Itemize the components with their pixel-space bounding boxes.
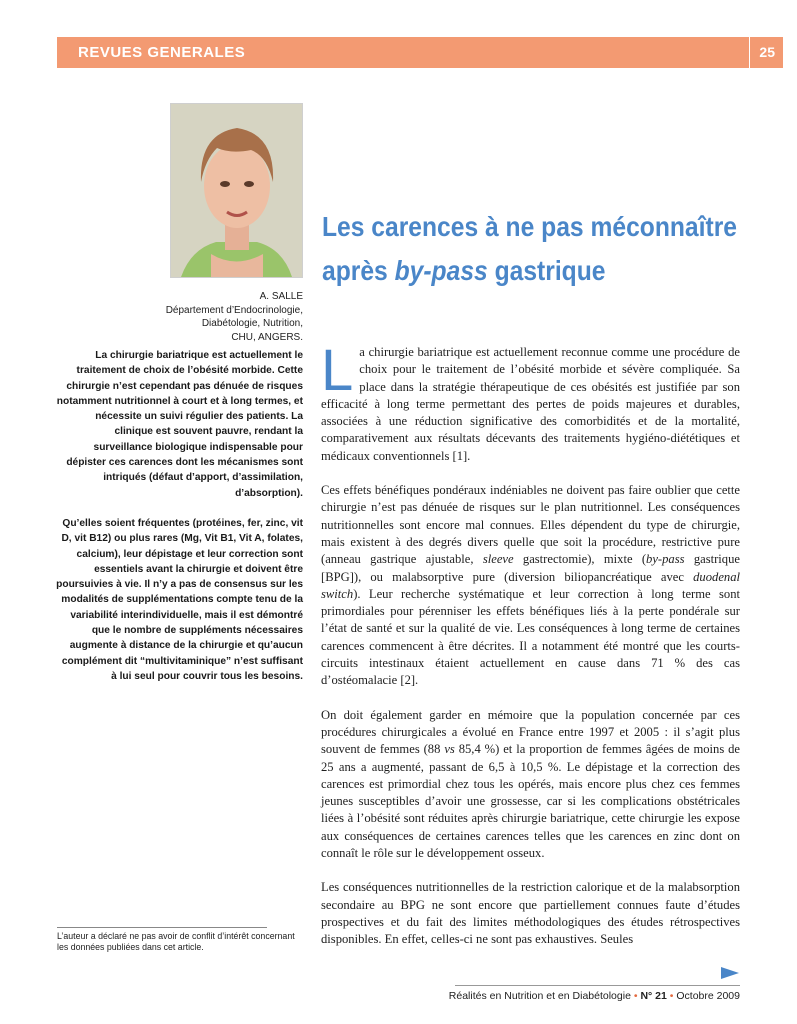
italic-term: sleeve	[482, 552, 514, 567]
paragraph-text: 85,4 %) et la proportion de femmes âgées de moins de 25 ans a augmenté, passant de 6,5 à 10,5 %. Le dépistage et la correction des carences est primordial chez tous les opérés, mais encore plus chez ces femmes jeunes susceptibles d’avoir une grossesse, car si les complications obstétricales liées à l’obésité sont réduites après chirurgie bariatrique, cette chirurgie les expose aux conséquences de certaines carences telles que les carences en zinc dont on connaît le rôle sur le développement osseux.	[321, 742, 741, 861]
author-affiliation-line-1: Département d’Endocrinologie,	[165, 304, 303, 316]
author-affiliation-line-3: CHU, ANGERS.	[231, 331, 303, 343]
conflict-of-interest-footnote: L’auteur a déclaré ne pas avoir de conflit d’intérêt concernant les données publiées dans cet article.	[57, 931, 295, 952]
italic-term: vs	[444, 742, 455, 757]
title-line-1: Les carences à ne pas méconnaître	[322, 211, 737, 242]
paragraph-text: gastrique [BPG]), ou malabsorptive pure (diversion biliopancréatique avec	[321, 552, 740, 584]
article-body	[321, 338, 741, 966]
paragraph-text: gastrectomie), mixte (	[513, 552, 647, 567]
body-paragraph-4: Les conséquences nutritionnelles de la restriction calorique et de la malabsorption secondaire au BPG ne sont encore que partiellement connues faute d’études prospectives et du fait des limites méthodologiques des études rétrospectives disponibles. En effet, celles-ci ne sont pas exhaustives. Seules	[321, 880, 740, 947]
paragraph-text: a chirurgie bariatrique est actuellement reconnue comme une procédure de choix pour le traitement de l’obésité morbide et sévère compliquée. Sa place dans la stratégie thérapeutique de ces obésités est justifiée par son efficacité à long terme permettant des pertes de poids majeures et durables, associées à une réduction significative des comorbidités et de la mortalité, comparativement aux résultats décevants des traitements hygiéno-diététiques et médicaux conventionnels [1].	[321, 345, 740, 463]
paragraph-text: ). Leur recherche systématique et leur correction à long terme sont primordiales pour pérenniser les effets bénéfiques liés à la perte pondérale sur l’état de santé et sur la qualité de vie. Les conséquences à long terme de certaines carences commencent à être décrites. Il a notamment été montré que les courts-circuits intestinaux étaient actuellement en cause dans 71 % des cas d’ostéomalacie [2].	[321, 586, 740, 688]
body-paragraph-2	[321, 482, 740, 690]
journal-name: Réalités en Nutrition et en Diabétologie	[448, 990, 631, 1002]
paragraph-text: Ces effets bénéfiques pondéraux indéniables ne doivent pas faire oublier que cette chirurgie n’est pas dénuée de risques sur le plan nutritionnel. Les conséquences nutritionnelles sont encore mal connues. Elles dépendent du type de chirurgie, mais existent à des degrés divers quelle que soit la procédure, restrictive pure (anneau gastrique ajustable,	[321, 483, 740, 567]
author-name: A. SALLE	[259, 291, 303, 302]
section-header-bar	[57, 37, 783, 68]
title-italic-term: by-pass	[394, 255, 488, 286]
abstract-paragraph-1: La chirurgie bariatrique est actuellement le traitement de choix de l’obésité morbide. Cette chirurgie n’est cependant pas dénuée de risques notamment nutritionnel à court et à long termes, et nécessite un suivi régulier des patients. La clinique est souvent pauvre, rendant la surveillance biologique indispensable pour dépister ces carences dont les mécanismes sont intriqués (défaut d’apport, d’assimilation, d’absorption).	[56, 350, 303, 499]
page-footer	[440, 990, 740, 1002]
paragraph-text: On doit également garder en mémoire que la population concernée par ces procédures chirurgicales a évolué en France entre 1997 et 2005 : il s’agit plus souvent de femmes (88	[321, 707, 740, 757]
abstract-paragraph-2: Qu’elles soient fréquentes (protéines, fer, zinc, vit D, vit B12) ou plus rares (Mg, Vit B1, Vit A, folates, calcium), leur dépistage et leur correction sont essentiels avant la chirurgie et doivent être poursuivies à vie. Il n’y a pas de consensus sur les modalités de supplémentations compte tenu de la variabilité interindividuelle, mais il est démontré que le nombre de suppléments nécessaires augmente à distance de la chirurgie et qu’aucun complément dit “multivitaminique” n’est suffisant à lui seul pour couvrir tous les besoins.	[56, 517, 303, 682]
footnote-divider	[57, 927, 267, 928]
title-text: après	[322, 255, 395, 286]
article-title	[322, 205, 737, 293]
bullet-separator: •	[669, 990, 674, 1002]
author-portrait-image	[171, 104, 302, 277]
bullet-separator: •	[633, 990, 638, 1002]
footer-divider	[455, 985, 740, 986]
italic-term: duodenal switch	[321, 569, 740, 601]
title-text: gastrique	[487, 255, 606, 286]
section-title: REVUES GENERALES	[78, 44, 246, 61]
author-affiliation-line-2: Diabétologie, Nutrition,	[201, 318, 303, 329]
body-paragraph-3	[321, 707, 740, 863]
issue-number: N° 21	[640, 990, 667, 1002]
right-arrow-icon	[721, 967, 739, 979]
italic-term: by-pass	[646, 552, 685, 567]
author-info	[110, 290, 303, 344]
drop-cap: L	[321, 338, 354, 403]
body-paragraph-1	[321, 338, 740, 465]
title-line-2	[322, 249, 709, 293]
abstract	[55, 348, 303, 699]
issue-date: Octobre 2009	[676, 990, 740, 1002]
page-number: 25	[749, 37, 783, 68]
author-photo	[170, 103, 303, 278]
